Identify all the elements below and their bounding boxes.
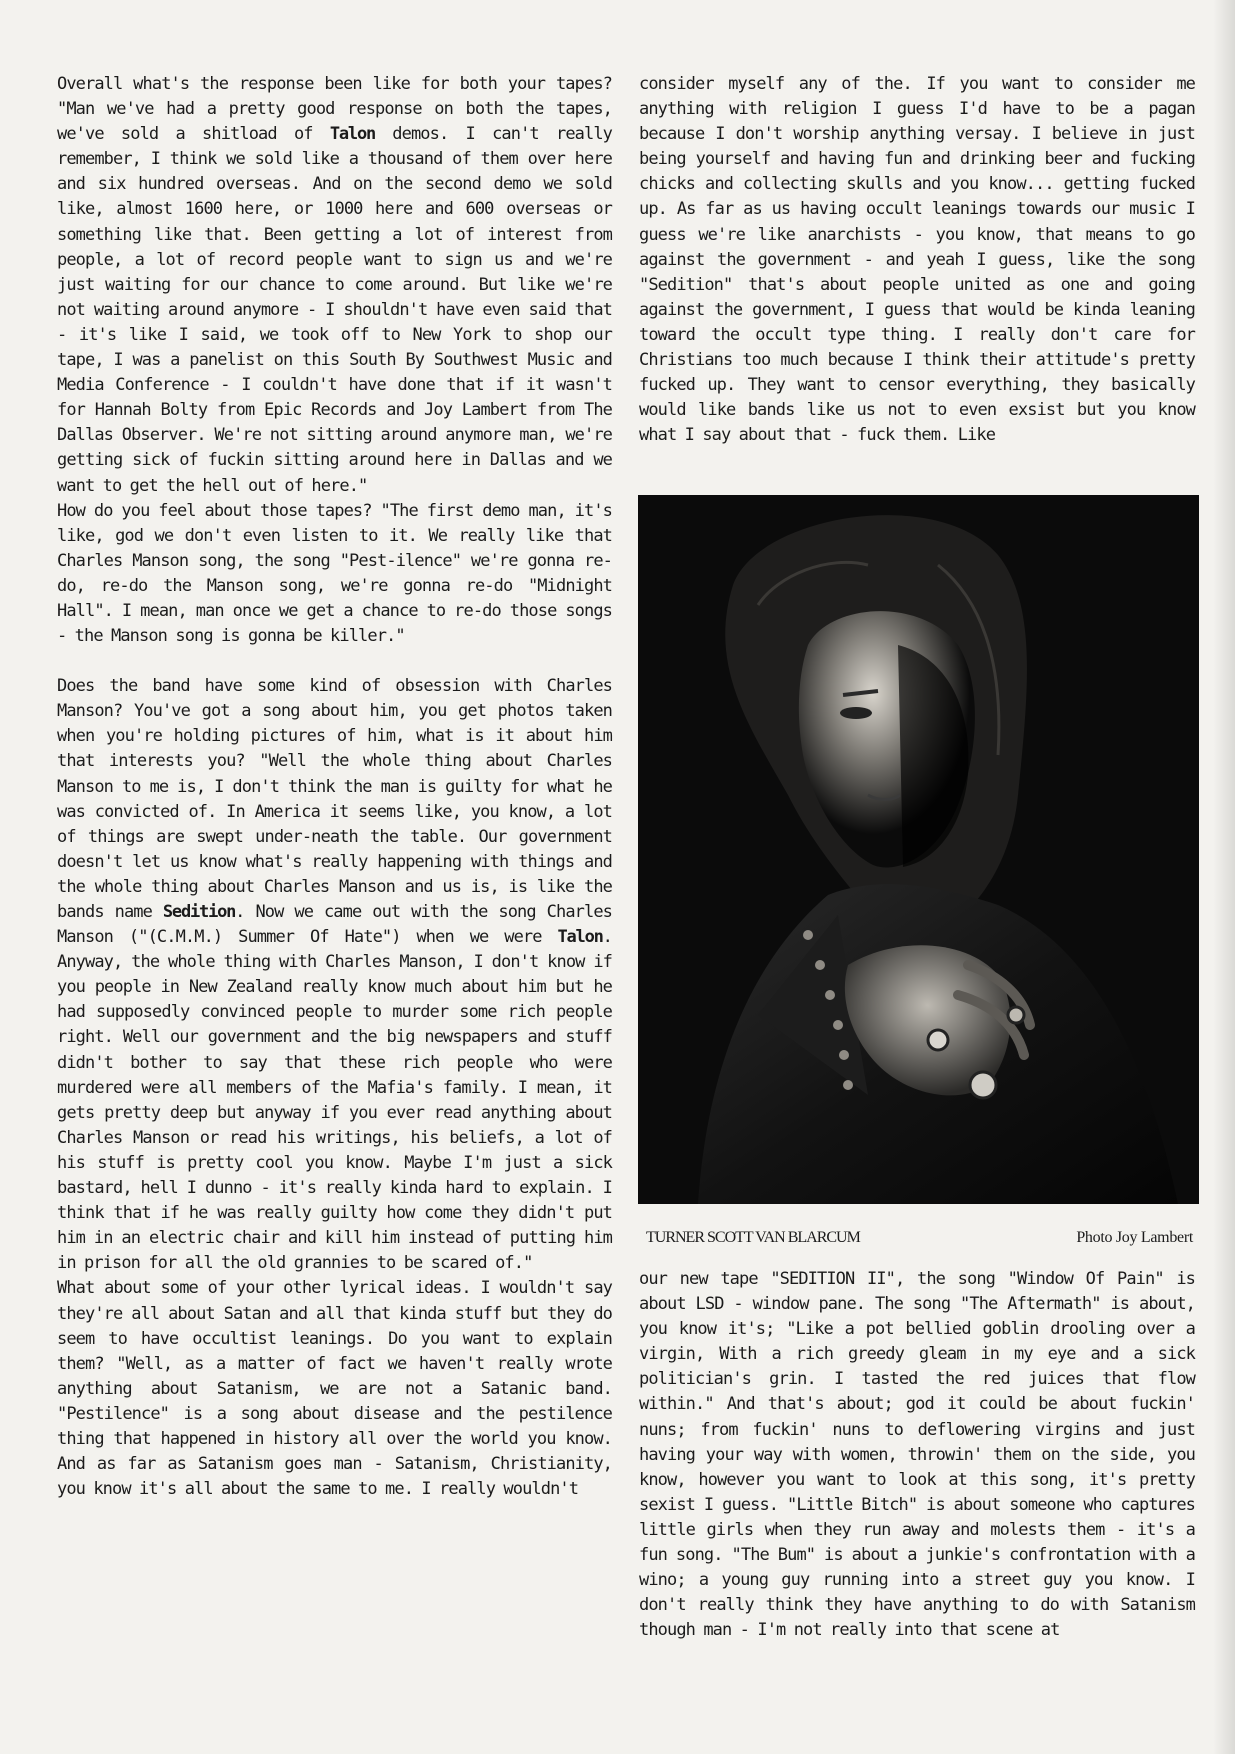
- band-name-talon: Talon: [557, 927, 603, 948]
- left-text-column: [57, 72, 612, 1502]
- portrait-illustration: [638, 495, 1199, 1204]
- photo-caption-name: TURNER SCOTT VAN BLARCUM: [646, 1229, 860, 1246]
- paragraph-manson: Does the band have some kind of obsession with Charles Manson? You've got a song about him, you get photos taken when you're holding pictures of him, what is it about him that interests you? "Well the whole thing about Charles Manson to me is, I don't think the man is guilty for what he was convicted of. In America it seems like, you know, a lot of things are swept under-neath the table. Our government doesn't let us know what's really happening with things and the whole thing about Charles Manson and us is, is like the bands name Sedition. Now we came out with the song Charles Manson ("(C.M.M.) Summer Of Hate") when we were Talon. Anyway, the whole thing with Charles Manson, I don't know if you people in New Zealand really know much about him but he had supposedly convinced people to murder some rich people right. Well our government and the big newspapers and stuff didn't bother to say that these rich people who were murdered were all members of the Mafia's family. I mean, it gets pretty deep but anyway if you ever read anything about Charles Manson or read his writings, his beliefs, a lot of his stuff is pretty cool you know. Maybe I'm just a sick bastard, hell I dunno - it's really kinda hard to explain. I think that if he was really guilty how come they didn't put him in an electric chair and kill him instead of putting him in prison for all the old grannies to be scared of.": [57, 676, 613, 1274]
- right-text-column-bottom: [639, 1267, 1195, 1643]
- paragraph-new-tape: our new tape "SEDITION II", the song "Window Of Pain" is about LSD - window pane. The song "The Aftermath" is about, you know it's; "Like a pot bellied goblin drooling over a virgin, With a rich greedy gleam in my eye and a sick politician's grin. I tasted the red juices that flow within." And that's about; god it could be about fuckin' nuns; from fuckin' nuns to deflowering virgins and just having your way with women, throwin' them on the side, you know, however you want to look at this song, it's pretty sexist I guess. "Little Bitch" is about someone who captures little girls when they run away and molests them - it's a fun song. "The Bum" is about a junkie's confrontation with a wino; a young guy running into a street guy you know. I don't really think they have anything to do with Satanism though man - I'm not really into that scene at: [639, 1269, 1195, 1641]
- paragraph-response: Overall what's the response been like for both your tapes? "Man we've had a pretty good response on both the tapes, we've sold a shitload of Talon demos. I can't really remember, I think we sold like a thousand of them over here and six hundred overseas. And on the second demo we sold like, almost 1600 here, or 1000 here and 600 overseas or something like that. Been getting a lot of interest from people, a lot of record people want to sign us and we're just waiting for our chance to come around. But like we're not waiting around anymore - I shouldn't have even said that - it's like I said, we took off to New York to shop our tape, I was a panelist on this South By Southwest Music and Media Conference - I couldn't have done that if it wasn't for Hannah Bolty from Epic Records and Joy Lambert from The Dallas Observer. We're not sitting around anymore man, we're getting sick of fuckin sitting around here in Dallas and we want to get the hell out of here.": [57, 74, 612, 496]
- band-member-photo: [638, 495, 1199, 1204]
- paragraph-tapes: How do you feel about those tapes? "The first demo man, it's like, god we don't even listen to it. We really like that Charles Manson song, the song "Pest-ilence" we're gonna re-do, re-do the Manson song, we're gonna re-do "Midnight Hall". I mean, man once we get a chance to re-do those songs - the Manson song is gonna be killer.": [57, 500, 612, 647]
- paragraph-religion: consider myself any of the. If you want to consider me anything with religion I guess I'd have to be a pagan because I don't worship anything versay. I believe in just being yourself and having fun and drinking beer and fucking chicks and collecting skulls and you know... getting fucked up. As far as us having occult leanings towards our music I guess we're like anarchists - you know, that means to go against the government - and yeah I guess, like the song "Sedition" that's about people united as one and going against the government, I guess that would be kinda leaning toward the occult type thing. I really don't care for Christians too much because I think their attitude's pretty fucked up. They want to censor everything, they basically would like bands like us not to even exsist but you know what I say about that - fuck them. Like: [639, 74, 1195, 446]
- page-edge-shadow: [1213, 0, 1235, 1754]
- right-text-column-top: [639, 72, 1195, 448]
- photo-credit: Photo Joy Lambert: [1076, 1229, 1193, 1246]
- paragraph-gap: [57, 649, 612, 674]
- paragraph-lyrical-ideas: What about some of your other lyrical ideas. I wouldn't say they're all about Satan and all that kinda stuff but they do seem to have occultist leanings. Do you want to explain them? "Well, as a matter of fact we haven't really wrote anything about Satanism, we are not a Satanic band. "Pestilence" is a song about disease and the pestilence thing that happened in history all over the world you know. And as far as Satanism goes man - Satanism, Christianity, you know it's all about the same to me. I really wouldn't: [57, 1278, 612, 1500]
- band-name-talon: Talon: [329, 124, 376, 145]
- band-name-sedition: Sedition: [162, 902, 236, 922]
